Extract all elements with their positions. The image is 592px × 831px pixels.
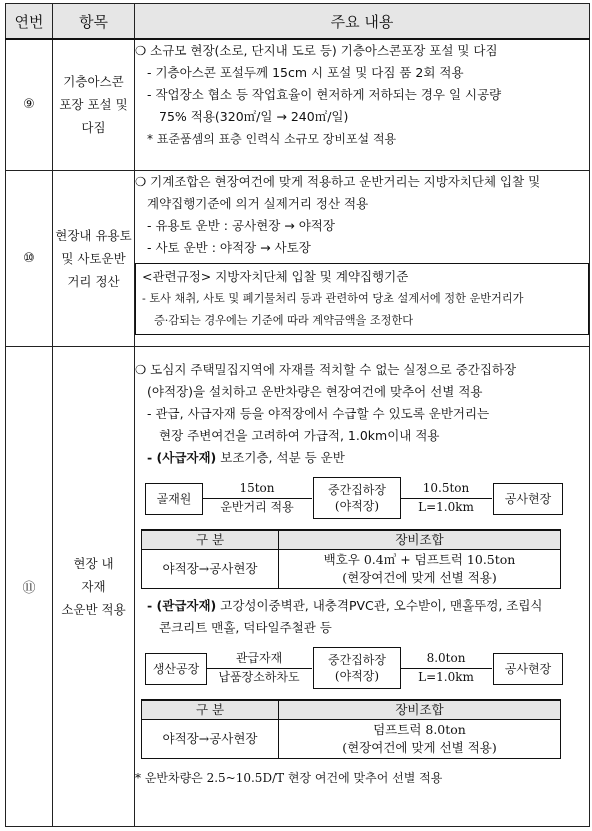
equipment-cell-combo (279, 549, 561, 588)
flow-box-yard-name: 중간집하장 (328, 652, 386, 667)
regulation-title: <관련규정> 지방자치단체 입찰 및 계약집행기준 (142, 268, 409, 284)
private-material-label: - (사급자재) (147, 449, 217, 465)
equipment-header-combo: 장비조합 (279, 700, 561, 720)
content-line: - 기층아스콘 포설두께 15cm 시 포설 및 다짐 품 2회 적용 (147, 65, 464, 80)
regulation-note-box (135, 263, 589, 335)
flow-box-yard (313, 647, 401, 689)
equipment-header-type: 구 분 (142, 700, 279, 720)
equipment-combo-line: 백호우 0.4㎥ + 덤프트럭 10.5ton (323, 551, 516, 567)
flow-box-site: 공사현장 (493, 483, 563, 515)
private-material-text: 보조기층, 석분 등 운반 (216, 449, 345, 465)
content-line: ❍ 도심지 주택밀집지역에 자재를 적치할 수 없는 실정으로 중간집하장 (135, 361, 517, 377)
flow-box-source: 골재원 (145, 483, 203, 515)
flow-box-yard-sub: (야적장) (334, 498, 380, 513)
content-line: * 표준품셈의 표층 인력식 소규모 장비포설 적용 (147, 132, 397, 146)
gov-material-line (135, 595, 589, 617)
private-flow-diagram (141, 477, 589, 521)
content-line: - 작업장소 협소 등 작업효율이 현저하게 저하되는 경우 일 시공량 (147, 87, 502, 102)
equipment-combo-note: (현장여건에 맞게 선별 적용) (342, 739, 497, 755)
header-no: 연번 (6, 4, 53, 40)
equipment-header-combo: 장비조합 (279, 530, 561, 550)
row-number: ⑪ (6, 346, 53, 826)
flow-label-bottom: L=1.0km (418, 499, 474, 514)
content-line: (야적장)을 설치하고 운반차량은 현장여건에 맞추어 선별 적용 (147, 383, 483, 399)
content-line: - 관급, 사급자재 등을 야적장에서 수급할 수 있도록 운반거리는 (147, 405, 490, 421)
table-row (6, 170, 590, 346)
row-item (53, 346, 135, 826)
table-header-row (6, 4, 590, 40)
row-number: ⑨ (6, 39, 53, 170)
flow-box-site: 공사현장 (493, 653, 563, 685)
construction-standards-table (5, 3, 590, 827)
flow-box-yard-name: 중간집하장 (328, 482, 386, 497)
content-line: ❍ 소규모 현장(소로, 단지내 도로 등) 기층아스콘포장 포설 및 다짐 (135, 43, 498, 58)
gov-flow-diagram (141, 647, 589, 691)
flow-box-yard (313, 477, 401, 519)
regulation-line: 증·감되는 경우에는 기준에 따라 계약금액을 조정한다 (154, 313, 414, 327)
flow-label-top: 관급자재 (235, 650, 283, 665)
flow-box-yard-sub: (야적장) (334, 668, 380, 683)
flow-label-top: 15ton (239, 480, 275, 495)
flow-box-source: 생산공장 (145, 653, 207, 685)
row-item (53, 170, 135, 346)
item-line: 다짐 (81, 120, 106, 136)
item-line: 거리 정산 (67, 273, 120, 289)
equipment-cell-combo (279, 719, 561, 758)
private-material-line (135, 447, 589, 469)
row-content (135, 170, 590, 346)
equipment-cell-route: 야적장→공사현장 (142, 719, 279, 758)
row-number: ⑩ (6, 170, 53, 346)
item-line: 기층아스콘 (63, 74, 124, 90)
content-line: 75% 적용(320㎡/일 → 240㎡/일) (159, 109, 349, 124)
item-line: 포장 포설 및 (59, 97, 128, 113)
gov-material-text: 고강성이중벽관, 내충격PVC관, 오수받이, 맨홀뚜껑, 조립식 (216, 597, 543, 613)
item-line: 현장 내 (73, 555, 114, 571)
item-line: 및 사토운반 (61, 250, 126, 266)
equipment-table-private (141, 529, 561, 589)
flow-label-top: 8.0ton (426, 650, 466, 665)
equipment-combo-note: (현장여건에 맞게 선별 적용) (342, 569, 497, 585)
equipment-combo-line: 덤프트럭 8.0ton (373, 721, 466, 737)
flow-label-bottom: 납품장소하차도 (218, 669, 300, 684)
content-line: - 유용토 운반 : 공사현장 → 야적장 (147, 217, 335, 233)
flow-label-bottom: L=1.0km (418, 669, 474, 684)
table-row (6, 39, 590, 170)
gov-material-line-2: 콘크리트 맨홀, 덕타일주철관 등 (159, 619, 332, 635)
row-item (53, 39, 135, 170)
equipment-header-type: 구 분 (142, 530, 279, 550)
content-line: 계약집행기준에 의거 실제거리 정산 적용 (147, 195, 369, 211)
row-content (135, 346, 590, 826)
table-row (6, 346, 590, 826)
item-line: 자재 (81, 578, 106, 594)
header-content: 주요 내용 (135, 4, 590, 40)
regulation-line: - 토사 채취, 사토 및 폐기물처리 등과 관련하여 당초 설계서에 정한 운반거리가 (142, 291, 524, 305)
equipment-cell-route: 야적장→공사현장 (142, 549, 279, 588)
flow-label-bottom: 운반거리 적용 (220, 499, 294, 514)
flow-label-top: 10.5ton (422, 480, 470, 495)
content-line: - 사토 운반 : 야적장 → 사토장 (147, 239, 311, 255)
equipment-table-gov (141, 699, 561, 759)
footnote: * 운반차량은 2.5~10.5D/T 현장 여건에 맞추어 선별 적용 (135, 770, 443, 785)
row-content (135, 39, 590, 170)
item-line: 현장내 유용토 (55, 227, 132, 243)
content-line: ❍ 기계조합은 현장여건에 맞게 적용하고 운반거리는 지방자치단체 입찰 및 (135, 173, 541, 189)
header-item: 항목 (53, 4, 135, 40)
content-line: 현장 주변여건을 고려하여 가급적, 1.0km이내 적용 (159, 427, 440, 443)
gov-material-label: - (관급자재) (147, 597, 217, 613)
item-line: 소운반 적용 (61, 601, 126, 617)
